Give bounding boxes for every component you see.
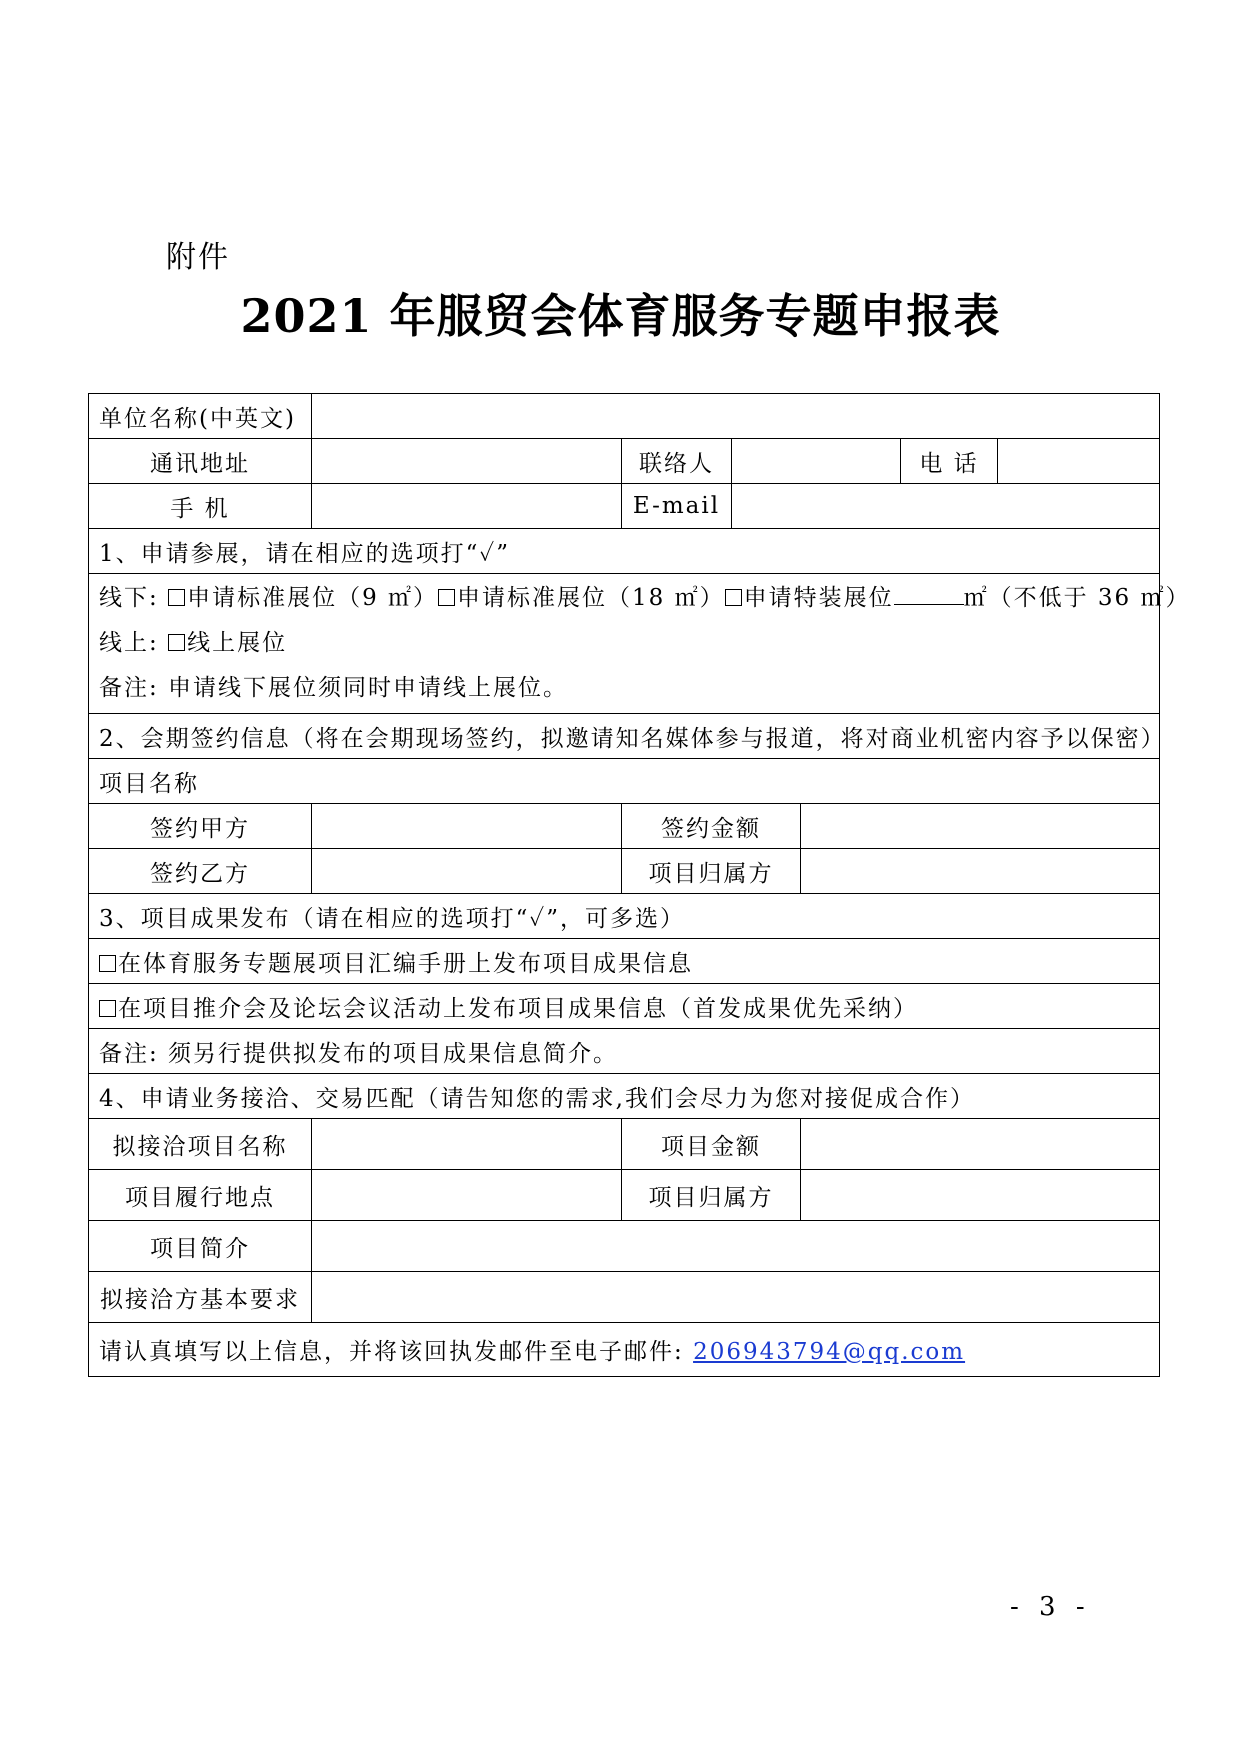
address-field[interactable] [312, 439, 622, 484]
row-requirements [89, 1272, 1160, 1323]
party-a-field[interactable] [312, 804, 622, 849]
email-label: E-mail [622, 484, 732, 529]
contract-amount-field[interactable] [801, 804, 1160, 849]
section4-owner-label: 项目归属方 [622, 1170, 801, 1221]
standard-9-label: 申请标准展位（9 ㎡） [187, 585, 439, 611]
address-label: 通讯地址 [89, 439, 312, 484]
special-booth-checkbox[interactable] [725, 589, 742, 606]
section2-project-name-label[interactable]: 项目名称 [89, 759, 1160, 804]
project-owner-label: 项目归属方 [622, 849, 801, 894]
offline-options-line [99, 576, 1191, 621]
online-booth-label: 线上展位 [187, 630, 288, 656]
forum-label: 在项目推介会及论坛会议活动上发布项目成果信息（首发成果优先采纳） [118, 995, 918, 1022]
special-area-blank[interactable] [894, 584, 964, 605]
application-form-table [88, 393, 1191, 1377]
online-booth-checkbox[interactable] [168, 634, 185, 651]
party-b-label: 签约乙方 [89, 849, 312, 894]
row-section4-heading [89, 1074, 1160, 1119]
section1-heading: 1、申请参展，请在相应的选项打“✓” [89, 529, 1160, 574]
standard-18-label: 申请标准展位（18 ㎡） [457, 585, 725, 611]
project-amount-label: 项目金额 [622, 1119, 801, 1170]
row-mobile [89, 484, 1160, 529]
contact-person-field[interactable] [732, 439, 901, 484]
offline-prefix: 线下: [99, 585, 159, 611]
row-project-intro [89, 1221, 1160, 1272]
project-location-label: 项目履行地点 [89, 1170, 312, 1221]
page-number: - 3 - [1010, 1592, 1091, 1622]
row-footer [89, 1323, 1160, 1377]
phone-label: 电 话 [901, 439, 998, 484]
row-section1-options [89, 574, 1160, 714]
standard-18-checkbox[interactable] [438, 589, 455, 606]
section2-heading: 2、会期签约信息（将在会期现场签约，拟邀请知名媒体参与报道，将对商业机密内容予以保密） [89, 714, 1160, 759]
section3-note: 备注: 须另行提供拟发布的项目成果信息简介。 [89, 1029, 1160, 1074]
phone-field[interactable] [998, 439, 1160, 484]
online-prefix: 线上: [99, 630, 159, 656]
row-address [89, 439, 1160, 484]
special-booth-label: 申请特装展位 [743, 585, 894, 611]
handbook-checkbox[interactable] [99, 955, 116, 972]
row-party-b [89, 849, 1160, 894]
footer-text: 请认真填写以上信息，并将该回执发邮件至电子邮件: [99, 1339, 684, 1365]
page-title: 2021 年服贸会体育服务专题申报表 [240, 289, 1001, 343]
row-section4-project [89, 1119, 1160, 1170]
section1-note: 备注: 申请线下展位须同时申请线上展位。 [99, 675, 569, 701]
mobile-label: 手 机 [89, 484, 312, 529]
row-section3-handbook [89, 939, 1160, 984]
special-area-suffix: ㎡（不低于 36 ㎡） [963, 585, 1191, 611]
project-intro-field[interactable] [312, 1221, 1160, 1272]
forum-checkbox[interactable] [99, 1000, 116, 1017]
row-section3-heading [89, 894, 1160, 939]
requirements-field[interactable] [312, 1272, 1160, 1323]
row-unit-name [89, 394, 1160, 439]
footer-email-link[interactable]: 206943794@qq.com [693, 1339, 966, 1365]
section4-owner-field[interactable] [801, 1170, 1160, 1221]
row-section2-heading [89, 714, 1160, 759]
row-section1-heading [89, 529, 1160, 574]
contract-amount-label: 签约金额 [622, 804, 801, 849]
negotiate-project-label: 拟接洽项目名称 [89, 1119, 312, 1170]
project-amount-field[interactable] [801, 1119, 1160, 1170]
row-section2-project-name [89, 759, 1160, 804]
section4-heading: 4、申请业务接洽、交易匹配（请告知您的需求,我们会尽力为您对接促成合作） [89, 1074, 1160, 1119]
mobile-field[interactable] [312, 484, 622, 529]
email-field[interactable] [732, 484, 1160, 529]
attachment-label: 附件 [166, 240, 230, 275]
section3-heading: 3、项目成果发布（请在相应的选项打“✓”，可多选） [89, 894, 1160, 939]
party-a-label: 签约甲方 [89, 804, 312, 849]
project-intro-label: 项目简介 [89, 1221, 312, 1272]
project-location-field[interactable] [312, 1170, 622, 1221]
party-b-field[interactable] [312, 849, 622, 894]
online-options-line [99, 621, 1149, 666]
standard-9-checkbox[interactable] [168, 589, 185, 606]
contact-person-label: 联络人 [622, 439, 732, 484]
unit-name-label: 单位名称(中英文) [89, 394, 312, 439]
handbook-label: 在体育服务专题展项目汇编手册上发布项目成果信息 [118, 950, 693, 977]
row-party-a [89, 804, 1160, 849]
row-section4-location [89, 1170, 1160, 1221]
row-section3-note [89, 1029, 1160, 1074]
project-owner-field[interactable] [801, 849, 1160, 894]
row-section3-forum [89, 984, 1160, 1029]
negotiate-project-field[interactable] [312, 1119, 622, 1170]
requirements-label: 拟接洽方基本要求 [89, 1272, 312, 1323]
unit-name-field[interactable] [312, 394, 1160, 439]
